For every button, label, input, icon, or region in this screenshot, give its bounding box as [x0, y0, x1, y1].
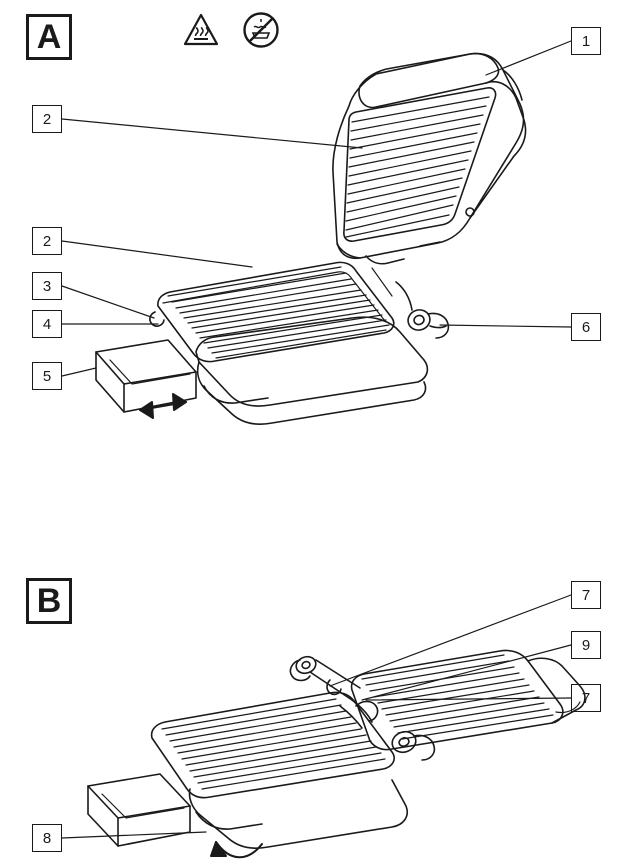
drip-tray-top-edge [96, 352, 196, 384]
upper-grill-plate [344, 88, 496, 241]
base-body [196, 317, 427, 406]
leader-b-7-lower [366, 698, 571, 700]
callout-b-8: 8 [32, 824, 62, 852]
lower-grill-plate [158, 262, 394, 361]
drip-tray-b [88, 774, 190, 846]
leader-b-7-top [330, 595, 571, 686]
base-foot-left [204, 386, 268, 403]
hinge-arm [396, 282, 412, 310]
base-foot-b [196, 812, 262, 829]
plate-release-clip [150, 312, 164, 326]
hot-surface-warning-icon [183, 12, 219, 48]
lower-plate-ribs [168, 267, 389, 358]
callout-a-2-bottom: 2 [32, 227, 62, 255]
hinge-knob-b [389, 728, 418, 755]
callout-a-1: 1 [571, 27, 601, 55]
lower-plate-rim [163, 272, 385, 321]
hinge-knob [405, 307, 448, 338]
lid-lower-edge [337, 244, 360, 258]
upper-lid-right-side [470, 82, 526, 218]
upper-lid-top-bar [359, 54, 499, 108]
right-grill-plate-flat [352, 650, 563, 749]
callout-a-5: 5 [32, 362, 62, 390]
callout-b-9: 9 [571, 631, 601, 659]
callout-a-2-top: 2 [32, 105, 62, 133]
leader-a-2-bottom [62, 241, 252, 267]
panel-label-a: A [26, 14, 72, 60]
base-body-b [189, 780, 407, 848]
slide-direction-arrow [140, 394, 186, 418]
locking-latch [356, 702, 378, 722]
callout-b-7-lower: 7 [571, 684, 601, 712]
callout-b-7-top: 7 [571, 581, 601, 609]
height-lock-tab [327, 680, 341, 694]
leader-a-1 [486, 41, 571, 75]
leader-a-3 [62, 286, 154, 318]
panel-label-b: B [26, 578, 72, 624]
left-grill-plate-flat [152, 692, 395, 797]
lid-catch [420, 242, 440, 246]
leader-b-8 [62, 832, 206, 838]
leader-lines-b [62, 595, 571, 838]
callout-a-4: 4 [32, 310, 62, 338]
callout-a-6: 6 [571, 313, 601, 341]
upper-lid-shell [333, 54, 524, 259]
right-plate-ribs-flat [362, 655, 553, 739]
leader-a-6 [440, 325, 571, 327]
drip-tray-inner [110, 360, 190, 384]
no-immersion-warning-icon [241, 10, 281, 50]
upper-plate-ribs [346, 97, 489, 237]
leader-a-2-top [62, 119, 362, 148]
leader-b-9 [362, 645, 571, 700]
drip-tray-b-top [88, 786, 190, 818]
left-plate-ribs-flat [162, 699, 385, 789]
hinge-link-b2 [340, 706, 362, 728]
drip-tray-b-inner [102, 794, 184, 818]
base-front-skirt [198, 362, 426, 424]
hinge-assembly-b [290, 654, 434, 760]
callout-a-3: 3 [32, 272, 62, 300]
hinge-link-b [352, 700, 372, 722]
upper-lid-right-edge [503, 70, 522, 100]
leader-lines-a [62, 41, 571, 376]
leader-a-5 [62, 368, 96, 376]
lid-screw-detail [466, 208, 474, 216]
rotate-direction-arrow [211, 842, 262, 857]
drip-tray [96, 340, 196, 412]
lid-latch-detail [366, 256, 404, 264]
hinge-arm-inner [372, 268, 392, 296]
